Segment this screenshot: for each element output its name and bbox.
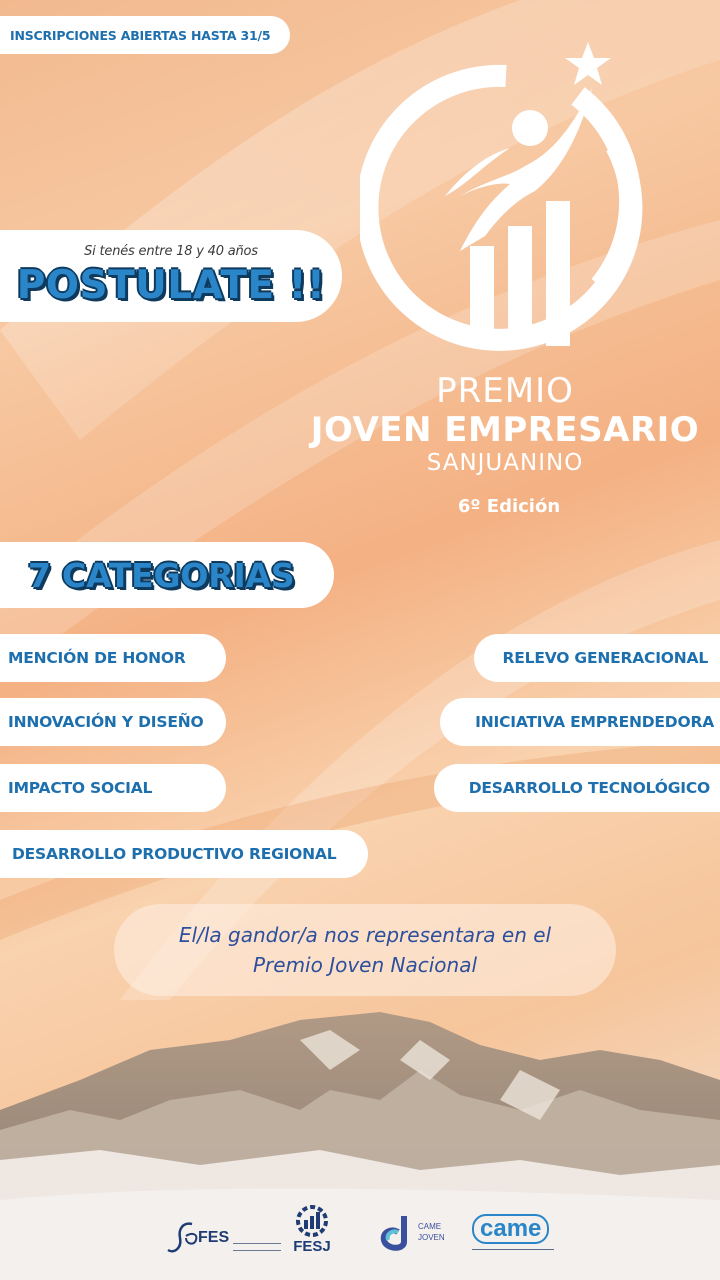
category-desarrollo-productivo-regional[interactable] bbox=[0, 830, 368, 878]
category-label: DESARROLLO PRODUCTIVO REGIONAL bbox=[12, 845, 337, 863]
sponsor-logos bbox=[0, 1200, 720, 1270]
award-title-line2: JOVEN EMPRESARIO bbox=[310, 410, 700, 450]
came-joven-mark-icon bbox=[378, 1212, 414, 1252]
jefes-logo bbox=[164, 1218, 281, 1258]
category-mencion-de-honor[interactable] bbox=[0, 634, 226, 682]
category-label: INNOVACIÓN Y DISEÑO bbox=[8, 713, 204, 731]
winner-note bbox=[114, 904, 616, 996]
came-joven-text-bottom: JOVEN bbox=[418, 1233, 445, 1242]
award-title-block bbox=[300, 372, 710, 517]
jumping-person-logo-icon bbox=[360, 36, 652, 352]
registration-deadline-text: INSCRIPCIONES ABIERTAS HASTA 31/5 bbox=[10, 27, 271, 43]
jefes-logo-tagline bbox=[233, 1243, 281, 1251]
categories-title: 7 CATEGORIAS bbox=[28, 555, 295, 595]
category-relevo-generacional[interactable] bbox=[474, 634, 720, 682]
apply-call-to-action[interactable] bbox=[0, 230, 342, 322]
fesj-gear-icon bbox=[292, 1204, 332, 1238]
came-logo bbox=[472, 1214, 554, 1252]
came-joven-logo bbox=[378, 1212, 445, 1252]
category-label: DESARROLLO TECNOLÓGICO bbox=[468, 779, 710, 797]
came-logo-text: came bbox=[472, 1214, 549, 1244]
fesj-logo bbox=[292, 1204, 332, 1255]
category-label: RELEVO GENERACIONAL bbox=[502, 649, 708, 667]
award-title-line1: PREMIO bbox=[436, 371, 574, 411]
apply-title: POSTULATE !! bbox=[16, 263, 326, 308]
came-joven-logo-text bbox=[418, 1221, 445, 1243]
jefes-logo-text: FES bbox=[198, 1229, 230, 1246]
category-impacto-social[interactable] bbox=[0, 764, 226, 812]
registration-deadline-banner bbox=[0, 16, 290, 54]
came-logo-tagline bbox=[472, 1249, 554, 1252]
categories-heading bbox=[0, 542, 334, 608]
came-joven-text-top: CAME bbox=[418, 1222, 442, 1231]
award-logo bbox=[360, 36, 652, 352]
category-label: MENCIÓN DE HONOR bbox=[8, 649, 186, 667]
fesj-logo-text: FESJ bbox=[293, 1238, 331, 1255]
category-innovacion-y-diseno[interactable] bbox=[0, 698, 226, 746]
category-desarrollo-tecnologico[interactable] bbox=[434, 764, 720, 812]
category-iniciativa-emprendedora[interactable] bbox=[440, 698, 720, 746]
winner-note-line1: El/la gandor/a nos representara en el bbox=[178, 923, 552, 947]
category-label: INICIATIVA EMPRENDEDORA bbox=[475, 713, 714, 731]
winner-note-line2: Premio Joven Nacional bbox=[252, 953, 478, 977]
edition-label: 6º Edición bbox=[457, 496, 561, 517]
category-label: IMPACTO SOCIAL bbox=[8, 779, 153, 797]
award-title-line3: SANJUANINO bbox=[426, 450, 584, 476]
age-requirement-text: Si tenés entre 18 y 40 años bbox=[84, 244, 258, 259]
